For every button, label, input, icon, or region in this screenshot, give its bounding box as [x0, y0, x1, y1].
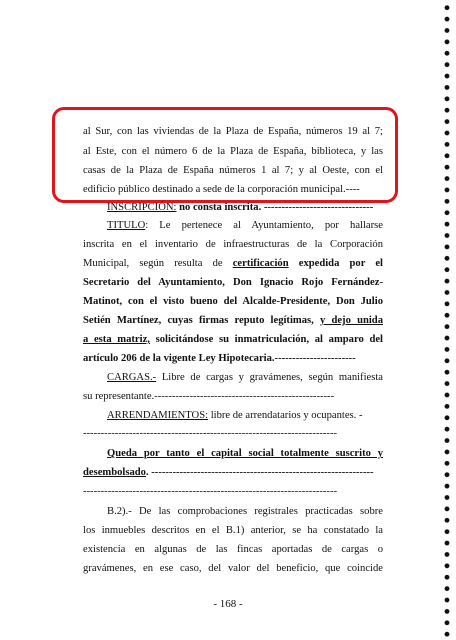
cargas-line: CARGAS.- Libre de cargas y gravámenes, según manifiesta — [107, 372, 383, 383]
dash-line: ------------------------------------------------------------------------ — [83, 428, 338, 439]
arrendamientos-label: ARRENDAMIENTOS: — [107, 410, 209, 421]
text-line: al Este, con el número 6 de la Plaza de España, biblioteca, y las — [83, 146, 383, 157]
titulo-line: TITULO: Le pertenece al Ayuntamiento, por hallarse — [107, 220, 383, 231]
text-line: Matinot, con el visto bueno del Alcalde-Presidente, Don Julio — [83, 296, 383, 307]
inscripcion-label: INSCRIPCIÓN: — [107, 202, 177, 213]
inscripcion-line — [107, 201, 383, 215]
arrendamientos-line: ARRENDAMIENTOS: libre de arrendatarios y ocupantes. - — [107, 410, 363, 421]
certificacion-text: certificación — [232, 258, 289, 269]
text-line: los inmuebles descritos en el B.1) anterior, se ha constatado la — [83, 525, 383, 536]
text-line: Municipal, según resulta de certificación expedida por el — [83, 258, 383, 269]
text-line: B.2).- De las comprobaciones registrales practicadas sobre — [107, 506, 383, 517]
text-line: inscrita en el inventario de infraestructuras de la Corporación — [83, 239, 383, 250]
text-line: a esta matriz, solicitándose su inmatriculación, al amparo del — [83, 334, 383, 345]
text-line: artículo 206 de la vigente Ley Hipotecaria.----------------------- — [83, 353, 356, 364]
titulo-label: TITULO — [107, 220, 146, 231]
text-line: gravámenes, en ese caso, del valor del beneficio, que coincide — [83, 563, 383, 574]
dash-line: ------------------------------------------------------------------------ — [83, 486, 338, 497]
cargas-label: CARGAS.- — [107, 372, 157, 383]
binding-edge-dots — [444, 2, 450, 638]
inscripcion-text: no consta inscrita. ------------------------------- — [176, 202, 374, 213]
text-line: desembolsado. --------------------------------------------------------------- — [83, 467, 374, 478]
page-number: - 168 - — [213, 598, 243, 610]
text-line: edificio público destinado a sede de la corporación municipal.---- — [83, 184, 360, 195]
text-line: al Sur, con las viviendas de la Plaza de España, números 19 al 7; — [83, 126, 383, 137]
queda-line: Queda por tanto el capital social totalmente suscrito y — [107, 448, 383, 459]
text-line: Secretario del Ayuntamiento, Don Ignacio Rojo Fernández- — [83, 277, 383, 288]
text-line: Setién Martínez, cuyas firmas reputo legítimas, y dejo unida — [83, 315, 383, 326]
text-line: casas de la Plaza de España números 1 al 7; y al Oeste, con el — [83, 165, 383, 176]
text-line: existencia en algunas de las fincas aportadas de cargas o — [83, 544, 383, 555]
text-line: su representante.--------------------------------------------------- — [83, 391, 335, 402]
